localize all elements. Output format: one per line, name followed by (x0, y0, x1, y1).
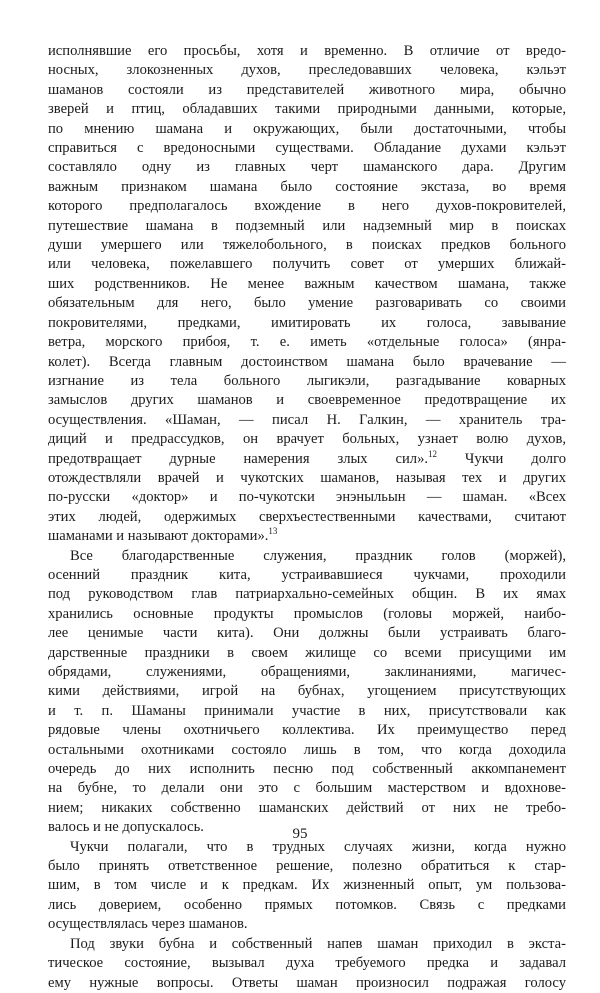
text-line: исполнявшие его просьбы, хотя и временно. В отличие от вредо- (48, 43, 566, 59)
text-segment: предотвращает дурные намерения злых сил». (48, 450, 429, 467)
text-segment: Чукчи долго (437, 450, 566, 467)
paragraph-2 (48, 547, 566, 838)
text-line: дарственные праздники в своем жилище со всеми присущими им (48, 644, 566, 661)
text-line: носных, злокозненных духов, преследовавших человека, кэльэт (48, 62, 566, 79)
text-line: ему нужные вопросы. Ответы шаман произносил подражая голосу (48, 974, 566, 991)
page-number: 95 (292, 826, 308, 842)
text-line: было принять ответственное решение, полезно обратиться к стар- (48, 858, 566, 875)
text-line-with-footnote (48, 527, 566, 546)
text-line: покровителями, предками, имитировать их голоса, завывание (48, 314, 566, 331)
footnote-ref-12[interactable]: 12 (428, 448, 438, 459)
text-line: зверей и птиц, обладавших такими природными данными, которые, (48, 101, 566, 118)
text-line: осенний праздник кита, устраивавшиеся чукчами, проходили (48, 566, 566, 583)
text-line: или человека, пожелавшего получить совет от умерших ближай- (48, 256, 566, 273)
paragraph-1 (48, 42, 566, 547)
text-line: Все благодарственные служения, праздник голов (моржей), (70, 547, 566, 564)
text-line: лее ценимые части кита). Они должны были устраивать благо- (48, 625, 566, 642)
text-line: ших родственников. Не менее важным качеством шамана, также (48, 275, 566, 292)
text-line: рядовые члены охотничьего коллектива. Их преимущество перед (48, 722, 566, 739)
text-line: по мнению шамана и окружающих, были достаточными, чтобы (48, 120, 566, 137)
paragraph-4 (48, 935, 566, 993)
text-line: обрядами, служениями, обращениями, заклинаниями, магичес- (48, 664, 566, 680)
text-line: остальными охотниками состояло лишь в том, что когда доходила (48, 741, 566, 758)
text-line: справиться с вредоносными существами. Обладание духами кэльэт (48, 140, 566, 157)
text-line: осуществления. «Шаман, — писал Н. Галкин, — хранитель тра- (48, 411, 566, 428)
text-line: путешествие шамана в подземный или надземный мир в поисках (48, 217, 566, 234)
text-line: очередь до них исполнить песню под собственный аккомпанемент (48, 761, 566, 778)
text-line: обязательным для него, было умение разговаривать со своими (48, 295, 566, 312)
text-line: на бубне, то делали они это с большим мастерством и вдохнове- (48, 780, 566, 797)
text-line: ветра, морского прибоя, т. е. иметь «отдельные голоса» (янра- (48, 334, 566, 351)
text-line: Чукчи полагали, что в трудных случаях жизни, когда нужно (70, 838, 566, 855)
footnote-ref-13[interactable]: 13 (268, 526, 278, 537)
text-line: этих людей, одержимых сверхъестественными качествами, считают (48, 508, 566, 525)
text-line: Под звуки бубна и собственный напев шаман приходил в экста- (70, 935, 566, 952)
text-line: отождествляли врачей и чукотских шаманов, называя тех и других (48, 469, 566, 486)
text-line: кими действиями, игрой на бубнах, угощением присутствующих (48, 683, 566, 700)
text-line: лись доверием, особенно прямых потомков. Связь с предками (48, 896, 566, 913)
text-line: шаманов состояли из представителей животного мира, обычно (48, 81, 566, 98)
text-line: по-русски «доктор» и по-чукотски энэныльын — шаман. «Всех (48, 489, 566, 506)
text-line: нием; никаких собственно шаманских действий от них не требо- (48, 799, 566, 816)
text-line: души умершего или тяжелобольного, в поисках предков больного (48, 237, 566, 254)
paragraph-3 (48, 838, 566, 935)
text-line: составляло одну из главных черт шаманского дара. Другим (48, 159, 566, 176)
text-line: тическое состояние, вызывал духа требуемого предка и задавал (48, 955, 566, 972)
text-line-with-footnote (48, 450, 566, 469)
text-segment: шаманами и называют докторами». (48, 528, 269, 545)
book-page-body (48, 42, 566, 993)
text-line: изгнание из тела больного лыгикэли, разгадывание коварных (48, 372, 566, 389)
text-line: диций и предрассудков, он врачует больных, узнает волю духов, (48, 431, 566, 448)
text-line: замыслов других шаманов и своевременное предотвращение их (48, 392, 566, 409)
text-line: валось и не допускалось. (48, 819, 204, 836)
text-line: под руководством глав патриархально-семейных общин. В их ямах (48, 586, 566, 603)
text-line: хранились основные продукты промыслов (головы моржей, наибо- (48, 605, 566, 622)
text-line: осуществлялась через шаманов. (48, 916, 248, 933)
text-line: колет). Всегда главным достоинством шамана было врачевание — (48, 353, 566, 370)
text-line: важным признаком шамана было состояние экстаза, во время (48, 178, 566, 195)
text-line: которого предполагалось вхождение в него духов-покровителей, (48, 198, 566, 215)
text-line: и т. п. Шаманы принимали участие в них, присутствовали как (48, 702, 566, 719)
text-line: шим, в том числе и к предкам. Их жизненный опыт, ум пользова- (48, 877, 566, 894)
